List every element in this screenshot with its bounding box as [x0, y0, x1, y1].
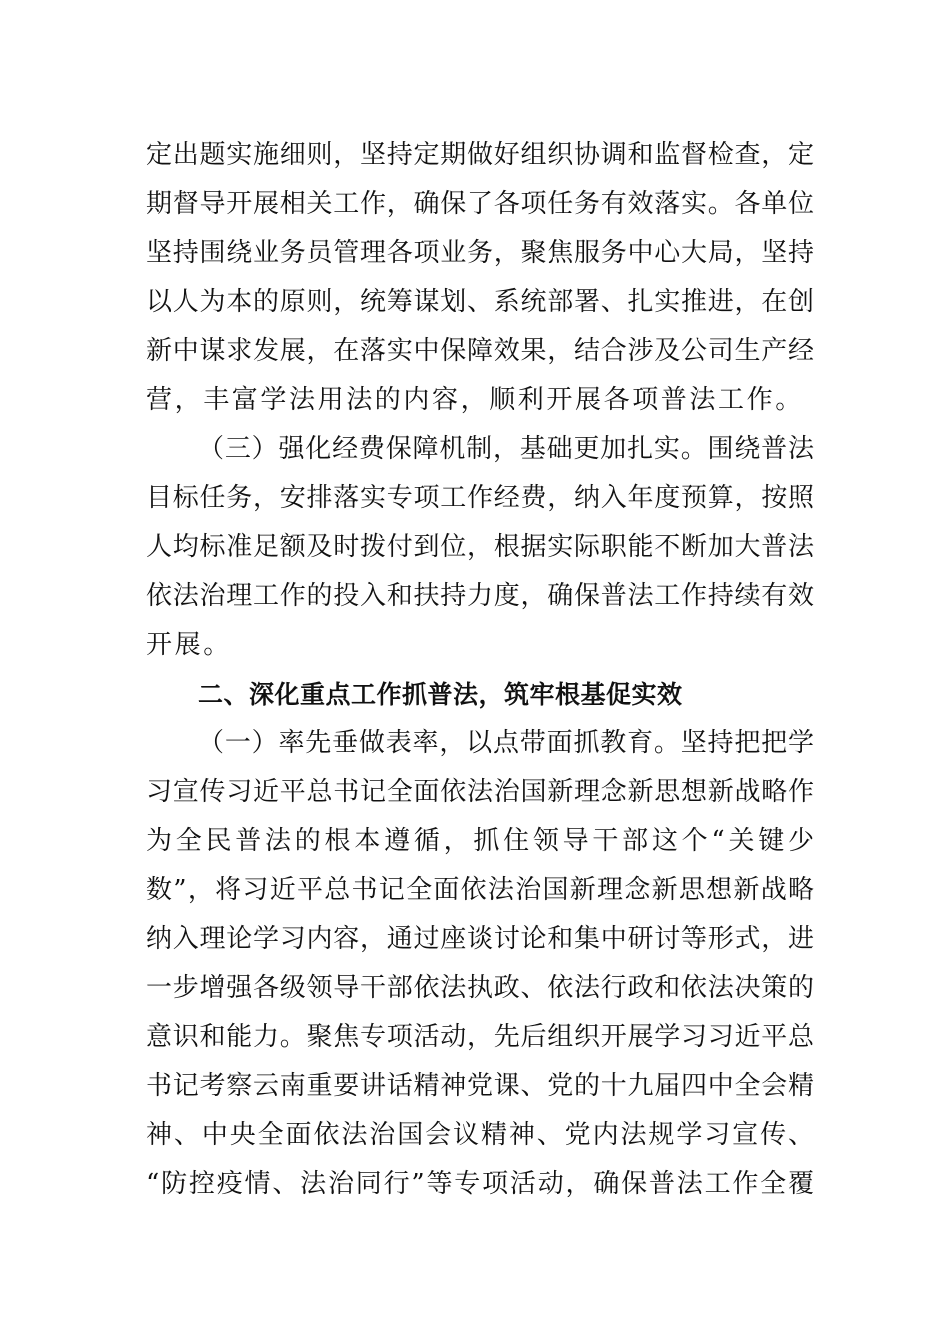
text-line: 期督导开展相关工作，确保了各项任务有效落实。各单位 [146, 189, 814, 219]
text-line: 为全民普法的根本遵循，抓住领导干部这个“关键少 [146, 826, 814, 856]
document-body [146, 131, 814, 1209]
paragraph-leadership [146, 719, 814, 1209]
text-line: 神、中央全面依法治国会议精神、党内法规学习宣传、 [146, 1120, 814, 1150]
text-line: 习宣传习近平总书记全面依法治国新理念新思想新战略作 [146, 777, 814, 807]
text-line: （一）率先垂做表率，以点带面抓教育。坚持把把学 [198, 728, 814, 758]
text-line: 坚持围绕业务员管理各项业务，聚焦服务中心大局，坚持 [146, 238, 814, 268]
text-line: 纳入理论学习内容，通过座谈讨论和集中研讨等形式，进 [146, 924, 814, 954]
text-line: （三）强化经费保障机制，基础更加扎实。围绕普法 [198, 434, 814, 464]
text-line: 营，丰富学法用法的内容，顺利开展各项普法工作。 [146, 385, 804, 415]
paragraph-continued [146, 131, 814, 425]
text-line: 目标任务，安排落实专项工作经费，纳入年度预算，按照 [146, 483, 814, 513]
text-line: “防控疫情、法治同行”等专项活动，确保普法工作全覆 [146, 1169, 814, 1199]
text-line: 依法治理工作的投入和扶持力度，确保普法工作持续有效 [146, 581, 814, 611]
text-line: 开展。 [146, 630, 232, 660]
text-line: 人均标准足额及时拨付到位，根据实际职能不断加大普法 [146, 532, 814, 562]
paragraph-funding [146, 425, 814, 670]
section-heading: 二、深化重点工作抓普法，筑牢根基促实效 [198, 680, 683, 709]
text-line: 数”，将习近平总书记全面依法治国新理念新思想新战略 [146, 875, 814, 905]
text-line: 一步增强各级领导干部依法执政、依法行政和依法决策的 [146, 973, 814, 1003]
text-line: 意识和能力。聚焦专项活动，先后组织开展学习习近平总 [146, 1022, 814, 1052]
text-line: 书记考察云南重要讲话精神党课、党的十九届四中全会精 [146, 1071, 814, 1101]
text-line: 以人为本的原则，统筹谋划、系统部署、扎实推进，在创 [146, 287, 814, 317]
text-line: 定出题实施细则，坚持定期做好组织协调和监督检查，定 [146, 140, 814, 170]
text-line: 新中谋求发展，在落实中保障效果，结合涉及公司生产经 [146, 336, 814, 366]
